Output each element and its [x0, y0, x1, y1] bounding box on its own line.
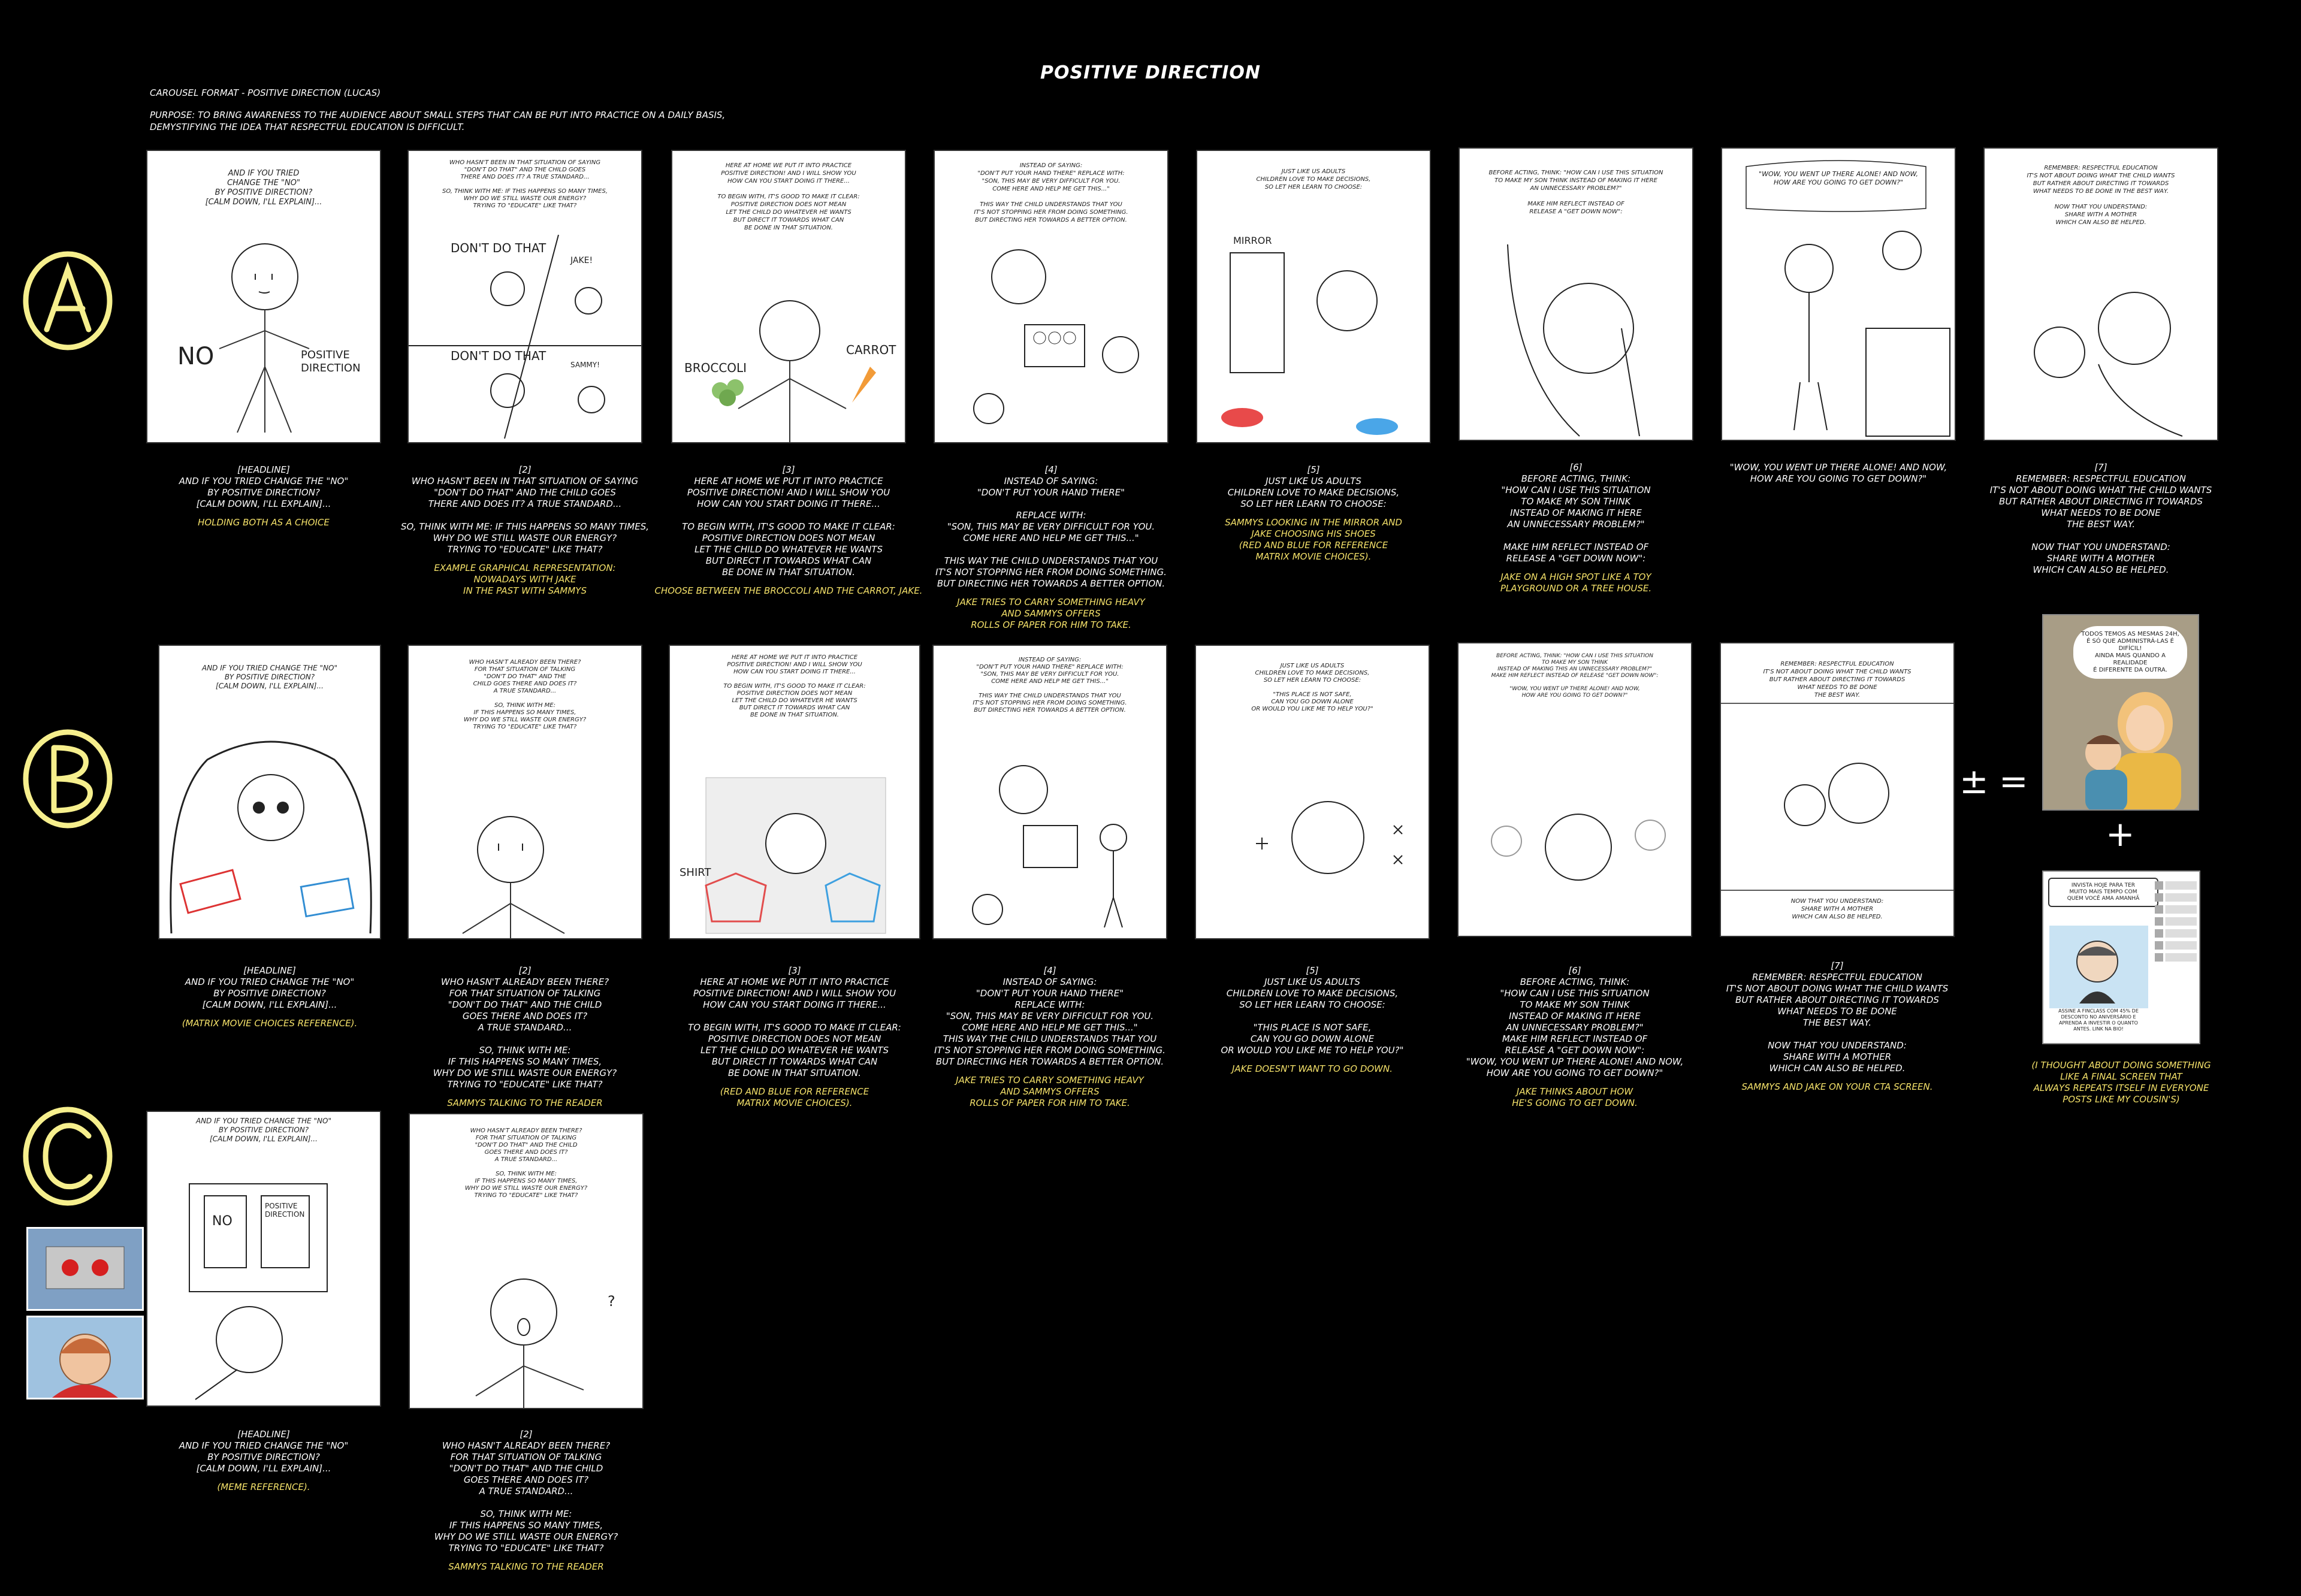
carry-sketch: [935, 151, 1168, 443]
purpose-line: PURPOSE: TO BRING AWARENESS TO THE AUDIENCE ABOUT SMALL STEPS THAT CAN BE PUT INTO PRACTICE ON A DAILY BASIS, DEMYSTIFYING THE IDEA THAT RESPECTFUL EDUCATION IS DIFFICULT.: [150, 110, 726, 132]
panel-text: AND IF YOU TRIED CHANGE THE "NO" BY POSITIVE DIRECTION? [CALM DOWN, I'LL EXPLAIN]...: [196, 1117, 331, 1143]
reference-post-footer: ASSINE A FINCLASS COM 45% DE DESCONTO NO ANIVERSÁRIO E APRENDA A INVESTIR O QUANTO ANTES. LINK NA BIO!: [2048, 1008, 2149, 1032]
caption-a1: [HEADLINE] AND IF YOU TRIED CHANGE THE "NO" BY POSITIVE DIRECTION? [CALM DOWN, I'LL EXPLAIN]... HOLDING BOTH AS A CHOICE: [179, 464, 349, 528]
caption-b1: [HEADLINE] AND IF YOU TRIED CHANGE THE "NO" BY POSITIVE DIRECTION? [CALM DOWN, I'LL EXPLAIN]... (MATRIX MOVIE CHOICES REFERENCE).: [182, 965, 358, 1029]
caption-a7: "WOW, YOU WENT UP THERE ALONE! AND NOW, HOW ARE YOU GOING TO GET DOWN?": [1729, 462, 1947, 484]
sweating-man-icon: [28, 1317, 142, 1398]
no-label: NO: [212, 1214, 232, 1229]
panel-text: JUST LIKE US ADULTS CHILDREN LOVE TO MAKE DECISIONS, SO LET HER LEARN TO CHOOSE:: [1256, 168, 1371, 191]
svg-text:?: ?: [608, 1293, 615, 1310]
panel-a1: [146, 150, 381, 443]
panel-text: HERE AT HOME WE PUT IT INTO PRACTICE POSITIVE DIRECTION! AND I WILL SHOW YOU HOW CAN YOU START DOING IT THERE... TO BEGIN WITH, IT'S GOOD TO MAKE IT CLEAR: POSITIVE DIRECTION DOES NOT MEAN LET THE CHILD DO WHATEVER HE WANTS BUT DIRECT IT TOWARDS WHAT CAN BE DONE IN THAT SITUATION.: [717, 162, 860, 231]
panel-text: HERE AT HOME WE PUT IT INTO PRACTICE POSITIVE DIRECTION! AND I WILL SHOW YOU HOW CAN YOU START DOING IT THERE... TO BEGIN WITH, IT'S GOOD TO MAKE IT CLEAR: POSITIVE DIRECTION DOES NOT MEAN LET THE CHILD DO WHATEVER HE WANTS BUT DIRECT IT TOWARDS WHAT CAN BE DONE IN THAT SITUATION.: [723, 654, 866, 718]
caption-a8: [7] REMEMBER: RESPECTFUL EDUCATION IT'S NOT ABOUT DOING WHAT THE CHILD WANTS BUT RATHER ABOUT DIRECTING IT TOWARDS WHAT NEEDS TO BE DONE THE BEST WAY. NOW THAT YOU UNDERSTAND: SHARE WITH A MOTHER WHICH CAN ALSO BE HELPED.: [1989, 462, 2212, 575]
meme-sweating-image: [26, 1316, 144, 1399]
page-title: POSITIVE DIRECTION: [1040, 62, 1261, 83]
mother-child-sketch-b: [1721, 643, 1955, 937]
panel-b3: [669, 645, 920, 939]
mirror-shoes-sketch: [1197, 151, 1431, 443]
row-letter-b: [17, 724, 119, 832]
caption-b3: [3] HERE AT HOME WE PUT IT INTO PRACTICE POSITIVE DIRECTION! AND I WILL SHOW YOU HOW CAN YOU START DOING IT THERE... TO BEGIN WITH, IT'S GOOD TO MAKE IT CLEAR: POSITIVE DIRECTION DOES NOT MEAN LET THE CHILD DO WHATEVER HE WANTS BUT DIRECT IT TOWARDS WHAT CAN BE DONE IN THAT SITUATION. (RED AND BLUE FOR REFERENCE MATRIX MOVIE CHOICES).: [688, 965, 901, 1108]
split-sketch: [409, 151, 642, 443]
caption-b5: [5] JUST LIKE US ADULTS CHILDREN LOVE TO MAKE DECISIONS, SO LET HER LEARN TO CHOOSE: "THIS PLACE IS NOT SAFE, CAN YOU GO DOWN ALONE OR WOULD YOU LIKE ME TO HELP YOU?" JAKE DOESN'T WANT TO GO DOWN.: [1221, 965, 1404, 1074]
meme-buttons-image: [26, 1227, 144, 1311]
carrot-label: CARROT: [846, 343, 896, 357]
shirt-choice-sketch: [670, 646, 920, 939]
caption-a4: [4] INSTEAD OF SAYING: "DON'T PUT YOUR HAND THERE" REPLACE WITH: "SON, THIS MAY BE VERY DIFFICULT FOR YOU. COME HERE AND HELP ME GET THIS..." THIS WAY THE CHILD UNDERSTANDS THAT YOU IT'S NOT STOPPING HER FROM DOING SOMETHING. BUT DIRECTING HER TOWARDS A BETTER OPTION. JAKE TRIES TO CARRY SOMETHING HEAVY AND SAMMYS OFFERS ROLLS OF PAPER FOR HIM TO TAKE.: [935, 464, 1167, 630]
matrix-chair-sketch: [159, 646, 381, 939]
panel-b2: [407, 645, 642, 939]
panel-a2: [407, 150, 642, 443]
panel-text: AND IF YOU TRIED CHANGE THE "NO" BY POSITIVE DIRECTION? [CALM DOWN, I'LL EXPLAIN]...: [202, 664, 337, 690]
reference-photo: [2042, 614, 2199, 811]
reader-sketch-c: [410, 1114, 644, 1409]
plus-symbol: +: [2106, 814, 2135, 854]
format-line: CAROUSEL FORMAT - POSITIVE DIRECTION (LUCAS): [150, 87, 381, 98]
panel-a6: [1458, 147, 1693, 441]
mother-child-sketch: [1985, 149, 2218, 441]
panel-a8: [1983, 147, 2218, 441]
panel-b7: [1720, 642, 1955, 937]
panel-text: AND IF YOU TRIED CHANGE THE "NO" BY POSITIVE DIRECTION? [CALM DOWN, I'LL EXPLAIN]...: [205, 169, 322, 207]
equals-symbol: =: [1999, 761, 2028, 802]
caption-b7: [7] REMEMBER: RESPECTFUL EDUCATION IT'S NOT ABOUT DOING WHAT THE CHILD WANTS BUT RATHER ABOUT DIRECTING IT TOWARDS WHAT NEEDS TO BE DONE THE BEST WAY. NOW THAT YOU UNDERSTAND: SHARE WITH A MOTHER WHICH CAN ALSO BE HELPED. SAMMYS AND JAKE ON YOUR CTA SCREEN.: [1726, 960, 1949, 1092]
sammy-label: SAMMY!: [570, 361, 600, 369]
safety-sketch: [1196, 646, 1430, 939]
plus-minus-symbol: ±: [1959, 761, 1989, 802]
panel-a3: [671, 150, 906, 443]
panel-text: REMEMBER: RESPECTFUL EDUCATION IT'S NOT ABOUT DOING WHAT THE CHILD WANTS BUT RATHER ABOUT DIRECTING IT TOWARDS WHAT NEEDS TO BE DONE THE BEST WAY.: [1763, 661, 1912, 699]
caption-b6: [6] BEFORE ACTING, THINK: "HOW CAN I USE THIS SITUATION TO MAKE MY SON THINK INSTEAD OF MAKING IT HERE AN UNNECESSARY PROBLEM?" MAKE HIM REFLECT INSTEAD OF RELEASE A "GET DOWN NOW": "WOW, YOU WENT UP THERE ALONE! AND NOW, HOW ARE YOU GOING TO GET DOWN?" JAKE THINKS ABOUT HOW HE'S GOING TO GET DOWN.: [1466, 965, 1684, 1108]
positive-direction-label: POSITIVE DIRECTION: [265, 1202, 305, 1219]
high-spot-sketch: [1460, 149, 1693, 441]
panel-a5: [1196, 150, 1431, 443]
no-label: NO: [177, 343, 215, 370]
panel-text: WHO HASN'T BEEN IN THAT SITUATION OF SAYING "DON'T DO THAT" AND THE CHILD GOES THERE AND DOES IT? A TRUE STANDARD... SO, THINK WITH ME: IF THIS HAPPENS SO MANY TIMES, WHY DO WE STILL WASTE OUR ENERGY? TRYING TO "EDUCATE" LIKE THAT?: [442, 159, 608, 209]
row-letter-c: [17, 1101, 119, 1209]
caption-a3: [3] HERE AT HOME WE PUT IT INTO PRACTICE POSITIVE DIRECTION! AND I WILL SHOW YOU HOW CAN YOU START DOING IT THERE... TO BEGIN WITH, IT'S GOOD TO MAKE IT CLEAR: POSITIVE DIRECTION DOES NOT MEAN LET THE CHILD DO WHATEVER HE WANTS BUT DIRECT IT TOWARDS WHAT CAN BE DONE IN THAT SITUATION. CHOOSE BETWEEN THE BROCCOLI AND THE CARROT, JAKE.: [654, 464, 923, 596]
panel-text: BEFORE ACTING, THINK: "HOW CAN I USE THIS SITUATION TO MAKE MY SON THINK INSTEAD OF MAKING THIS AN UNNECESSARY PROBLEM?" MAKE HIM REFLECT INSTEAD OF RELEASE "GET DOWN NOW": "WOW, YOU WENT UP THERE ALONE! AND NOW, HOW ARE YOU GOING TO GET DOWN?": [1491, 653, 1659, 699]
panel-b6: [1457, 642, 1692, 937]
panel-text: BEFORE ACTING, THINK: "HOW CAN I USE THIS SITUATION TO MAKE MY SON THINK INSTEAD OF MAKING IT HERE AN UNNECESSARY PROBLEM?" MAKE HIM REFLECT INSTEAD OF RELEASE A "GET DOWN NOW":: [1488, 170, 1663, 215]
panel-a7: [1721, 147, 1956, 441]
panel-a4: [934, 150, 1168, 443]
caption-c2: [2] WHO HASN'T ALREADY BEEN THERE? FOR THAT SITUATION OF TALKING "DON'T DO THAT" AND THE CHILD GOES THERE AND DOES IT? A TRUE STANDARD... SO, THINK WITH ME: IF THIS HAPPENS SO MANY TIMES, WHY DO WE STILL WASTE OUR ENERGY? TRYING TO "EDUCATE" LIKE THAT? SAMMYS TALKING TO THE READER: [434, 1429, 618, 1572]
panel-text: INSTEAD OF SAYING: "DON'T PUT YOUR HAND THERE" REPLACE WITH: "SON, THIS MAY BE VERY DIFFICULT FOR YOU. COME HERE AND HELP ME GET THIS..." THIS WAY THE CHILD UNDERSTANDS THAT YOU IT'S NOT STOPPING HER FROM DOING SOMETHING. BUT DIRECTING HER TOWARDS A BETTER OPTION.: [974, 162, 1128, 223]
caption-b2: [2] WHO HASN'T ALREADY BEEN THERE? FOR THAT SITUATION OF TALKING "DON'T DO THAT" AND THE CHILD GOES THERE AND DOES IT? A TRUE STANDARD... SO, THINK WITH ME: IF THIS HAPPENS SO MANY TIMES, WHY DO WE STILL WASTE OUR ENERGY? TRYING TO "EDUCATE" LIKE THAT? SAMMYS TALKING TO THE READER: [433, 965, 617, 1108]
row-letter-a: [17, 246, 119, 353]
reference-post: [2042, 870, 2200, 1044]
reader-sketch: [409, 646, 642, 939]
jake-label: JAKE!: [570, 256, 593, 265]
panel-text: JUST LIKE US ADULTS CHILDREN LOVE TO MAKE DECISIONS, SO LET HER LEARN TO CHOOSE: "THIS PLACE IS NOT SAFE, CAN YOU GO DOWN ALONE OR WOULD YOU LIKE ME TO HELP YOU?": [1251, 663, 1373, 712]
panel-b5: [1195, 645, 1430, 939]
caption-b4: [4] INSTEAD OF SAYING: "DON'T PUT YOUR HAND THERE" REPLACE WITH: "SON, THIS MAY BE VERY DIFFICULT FOR YOU. COME HERE AND HELP ME GET THIS..." THIS WAY THE CHILD UNDERSTANDS THAT YOU IT'S NOT STOPPING HER FROM DOING SOMETHING. BUT DIRECTING HER TOWARDS A BETTER OPTION. JAKE TRIES TO CARRY SOMETHING HEAVY AND SAMMYS OFFERS ROLLS OF PAPER FOR HIM TO TAKE.: [934, 965, 1165, 1108]
caption-reference: (I THOUGHT ABOUT DOING SOMETHING LIKE A FINAL SCREEN THAT ALWAYS REPEATS ITSELF IN EVERYONE POSTS LIKE MY COUSIN'S): [2031, 1060, 2211, 1105]
panel-text-footer: NOW THAT YOU UNDERSTAND: SHARE WITH A MOTHER WHICH CAN ALSO BE HELPED.: [1790, 898, 1884, 920]
caption-a2: [2] WHO HASN'T BEEN IN THAT SITUATION OF SAYING "DON'T DO THAT" AND THE CHILD GOES THERE AND DOES IT? A TRUE STANDARD... SO, THINK WITH ME: IF THIS HAPPENS SO MANY TIMES, WHY DO WE STILL WASTE OUR ENERGY? TRYING TO "EDUCATE" LIKE THAT? EXAMPLE GRAPHICAL REPRESENTATION: NOWADAYS WITH JAKE IN THE PAST WITH SAMMYS: [401, 464, 649, 596]
broccoli-label: BROCCOLI: [684, 361, 747, 375]
reference-post-bubble: INVISTA HOJE PARA TER MUITO MAIS TEMPO COM QUEM VOCÊ AMA AMANHÃ: [2048, 878, 2158, 907]
dont-do-that-label-2: DON'T DO THAT: [451, 349, 546, 363]
carry-sketch-b: [934, 646, 1167, 939]
man-avatar-icon: [2061, 932, 2133, 1003]
tree-house-sketch: [1722, 149, 1956, 441]
panel-c2: [409, 1113, 644, 1409]
two-buttons-icon: [28, 1229, 142, 1309]
thinking-sketch: [1458, 643, 1692, 937]
panel-c1: [146, 1111, 381, 1407]
panel-text: REMEMBER: RESPECTFUL EDUCATION IT'S NOT ABOUT DOING WHAT THE CHILD WANTS BUT RATHER ABOUT DIRECTING IT TOWARDS WHAT NEEDS TO BE DONE IN THE BEST WAY. NOW THAT YOU UNDERSTAND: SHARE WITH A MOTHER WHICH CAN ALSO BE HELPED.: [2027, 165, 2175, 226]
positive-direction-label: POSITIVE DIRECTION: [301, 349, 361, 374]
two-buttons-sketch: [147, 1112, 381, 1407]
panel-text: "WOW, YOU WENT UP THERE ALONE! AND NOW, HOW ARE YOU GOING TO GET DOWN?": [1759, 170, 1918, 186]
veggie-choice-sketch: [672, 151, 906, 443]
mirror-label: MIRROR: [1233, 235, 1272, 246]
stick-figure-sketch: [147, 151, 381, 443]
panel-text: WHO HASN'T ALREADY BEEN THERE? FOR THAT SITUATION OF TALKING "DON'T DO THAT" AND THE CHILD GOES THERE AND DOES IT? A TRUE STANDARD... SO, THINK WITH ME: IF THIS HAPPENS SO MANY TIMES, WHY DO WE STILL WASTE OUR ENERGY? TRYING TO "EDUCATE" LIKE THAT?: [463, 659, 587, 730]
reference-photo-bubble: TODOS TEMOS AS MESMAS 24H, É SÓ QUE ADMINISTRÁ-LAS É DIFÍCIL! AINDA MAIS QUANDO A REALIDADE É DIFERENTE DA OUTRA.: [2073, 626, 2187, 679]
caption-a6: [6] BEFORE ACTING, THINK: "HOW CAN I USE THIS SITUATION TO MAKE MY SON THINK INSTEAD OF MAKING IT HERE AN UNNECESSARY PROBLEM?" MAKE HIM REFLECT INSTEAD OF RELEASE A "GET DOWN NOW": JAKE ON A HIGH SPOT LIKE A TOY PLAYGROUND OR A TREE HOUSE.: [1500, 462, 1652, 594]
shirt-label: SHIRT: [680, 866, 711, 879]
caption-a5: [5] JUST LIKE US ADULTS CHILDREN LOVE TO MAKE DECISIONS, SO LET HER LEARN TO CHOOSE: SAMMYS LOOKING IN THE MIRROR AND JAKE CHOOSING HIS SHOES (RED AND BLUE FOR REFERENCE MATRIX MOVIE CHOICES).: [1225, 464, 1402, 562]
comment-list: [2155, 878, 2197, 965]
panel-b1: [158, 645, 381, 939]
caption-c1: [HEADLINE] AND IF YOU TRIED CHANGE THE "NO" BY POSITIVE DIRECTION? [CALM DOWN, I'LL EXPLAIN]... (MEME REFERENCE).: [179, 1429, 349, 1492]
dont-do-that-label: DON'T DO THAT: [451, 241, 546, 255]
panel-text: WHO HASN'T ALREADY BEEN THERE? FOR THAT SITUATION OF TALKING "DON'T DO THAT" AND THE CHILD GOES THERE AND DOES IT? A TRUE STANDARD... SO, THINK WITH ME: IF THIS HAPPENS SO MANY TIMES, WHY DO WE STILL WASTE OUR ENERGY? TRYING TO "EDUCATE" LIKE THAT?: [464, 1128, 588, 1199]
panel-b4: [932, 645, 1167, 939]
mother-son-illustration: [2043, 615, 2199, 811]
panel-text: INSTEAD OF SAYING: "DON'T PUT YOUR HAND THERE" REPLACE WITH: "SON, THIS MAY BE VERY DIFFICULT FOR YOU. COME HERE AND HELP ME GET THIS..." THIS WAY THE CHILD UNDERSTANDS THAT YOU IT'S NOT STOPPING HER FROM DOING SOMETHING. BUT DIRECTING HER TOWARDS A BETTER OPTION.: [973, 657, 1127, 714]
